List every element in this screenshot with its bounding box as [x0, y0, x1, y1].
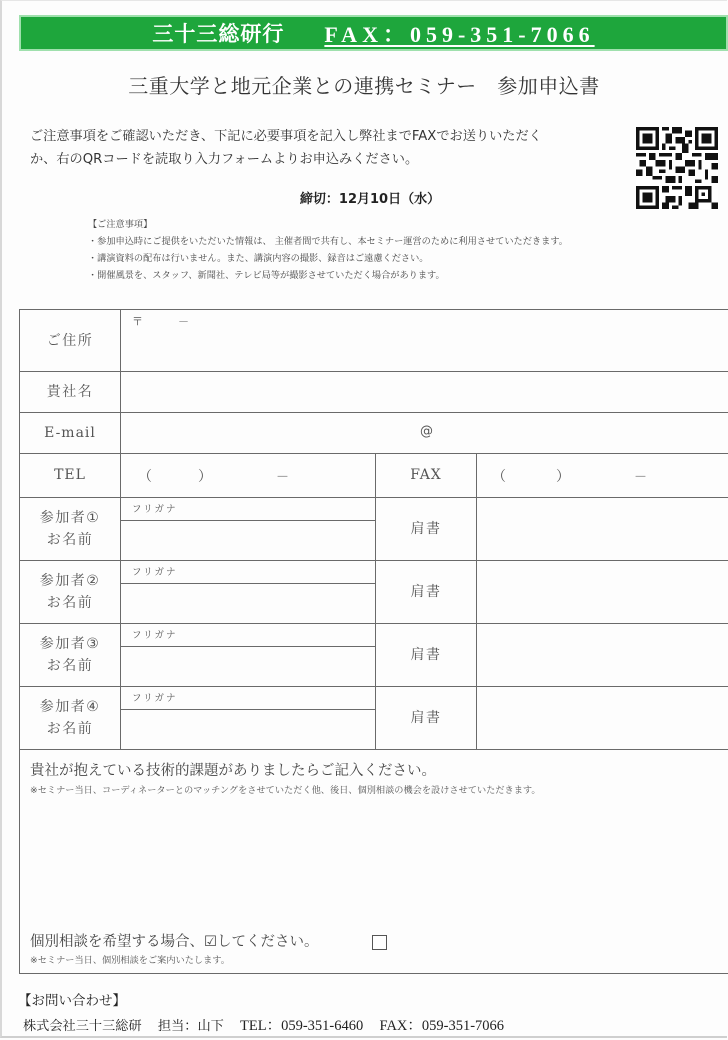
notes-section — [88, 216, 688, 284]
participant-2-furigana-input[interactable] — [121, 561, 375, 583]
name-label: お名前 — [46, 657, 94, 674]
fax-paren-open: （ — [492, 469, 506, 485]
participant-4-furigana-input[interactable] — [121, 687, 375, 709]
header-banner — [19, 15, 728, 51]
issues-note: ※セミナー当日、コーディネーターとのマッチングをさせていただく他、後日、個別相談の機会を設けさせていただきます。 — [30, 785, 541, 796]
row-divider — [20, 749, 728, 750]
intro-text — [30, 125, 625, 171]
notes-heading: 【ご注意事項】 — [88, 219, 153, 230]
address-input[interactable] — [121, 310, 728, 371]
participant-2-label — [20, 560, 120, 623]
tel-dash: － — [276, 470, 290, 485]
name-label: お名前 — [46, 594, 94, 611]
tel-label: TEL — [54, 467, 86, 483]
note-item: ・開催風景を、スタッフ、新聞社、テレビ局等が撮影させていただく場合があります。 — [88, 270, 445, 281]
job-title-label: 肩書 — [410, 646, 442, 663]
job-title-label: 肩書 — [410, 583, 442, 600]
fax-label: FAX — [410, 467, 442, 483]
fax-input[interactable] — [477, 454, 728, 497]
intro-line-2: か、右のQRコードを読取り入力フォームよりお申込みください。 — [30, 152, 419, 167]
consultation-note: ※セミナー当日、個別相談をご案内いたします。 — [30, 955, 230, 966]
participant-4-label — [20, 686, 120, 749]
participant-1-furigana-input[interactable] — [121, 498, 375, 520]
email-label: E-mail — [44, 424, 96, 441]
participant-3-label — [20, 623, 120, 686]
note-item: ・講演資料の配布は行いません。また、講演内容の撮影、録音はご遠慮ください。 — [88, 253, 429, 264]
contact-heading: 【お問い合わせ】 — [18, 993, 126, 1009]
fax-dash: － — [634, 470, 648, 485]
furigana-label: フリガナ — [132, 504, 178, 515]
banner-company: 三十三総研行 — [152, 22, 285, 46]
tel-paren-open: （ — [138, 469, 152, 485]
consultation-checkbox[interactable] — [372, 935, 387, 950]
consultation-label: 個別相談を希望する場合、☑してください。 — [30, 934, 319, 950]
participant-1-title-input[interactable] — [477, 498, 728, 560]
postal-dash: － — [178, 315, 189, 328]
contact-company: 株式会社三十三総研 — [23, 1019, 142, 1034]
participant-3-name-input[interactable] — [121, 647, 375, 686]
qr-code-icon[interactable] — [635, 127, 719, 209]
issues-heading: 貴社が抱えている技術的課題がありましたらご記入ください。 — [30, 763, 436, 779]
postal-mark: 〒 — [132, 315, 143, 328]
job-title-label: 肩書 — [410, 520, 442, 537]
job-title-label: 肩書 — [410, 709, 442, 726]
furigana-label: フリガナ — [132, 693, 178, 704]
participant-1-label — [20, 497, 120, 560]
participant-number: 参加者④ — [39, 698, 101, 715]
company-label: 貴社名 — [46, 383, 94, 400]
page-title: 三重大学と地元企業との連携セミナー 参加申込書 — [128, 74, 600, 98]
company-input[interactable] — [121, 372, 728, 412]
fax-paren-close: ） — [556, 469, 570, 485]
deadline: 締切：12月10日（水） — [299, 192, 441, 207]
participant-number: 参加者② — [39, 572, 101, 589]
contact-tel: TEL：059-351-6460 — [240, 1018, 364, 1034]
participant-2-name-input[interactable] — [121, 584, 375, 623]
contact-fax: FAX：059-351-7066 — [379, 1018, 505, 1034]
participant-3-title-input[interactable] — [477, 624, 728, 686]
participant-4-title-input[interactable] — [477, 687, 728, 749]
furigana-label: フリガナ — [132, 567, 178, 578]
participant-3-furigana-input[interactable] — [121, 624, 375, 646]
name-label: お名前 — [46, 531, 94, 548]
participant-number: 参加者① — [39, 509, 101, 526]
application-form — [19, 309, 728, 974]
furigana-label: フリガナ — [132, 630, 178, 641]
participant-number: 参加者③ — [39, 635, 101, 652]
address-label: ご住所 — [46, 332, 94, 349]
email-at-sign: @ — [420, 424, 433, 439]
intro-line-1: ご注意事項をご確認いただき、下記に必要事項を記入し弊社までFAXでお送りいただく — [30, 129, 542, 144]
contact-info — [23, 1014, 516, 1035]
tel-paren-close: ） — [198, 469, 212, 485]
contact-person: 担当：山下 — [157, 1019, 224, 1034]
participant-1-name-input[interactable] — [121, 521, 375, 560]
tel-input[interactable] — [121, 454, 375, 497]
participant-2-title-input[interactable] — [477, 561, 728, 623]
note-item: ・参加申込時にご提供をいただいた情報は、 主催者間で共有し、本セミナー運営のために利用させていただきます。 — [88, 236, 568, 247]
issues-textarea[interactable] — [26, 800, 726, 920]
banner-fax-number: FAX：059-351-7066 — [324, 21, 595, 47]
name-label: お名前 — [46, 720, 94, 737]
participant-4-name-input[interactable] — [121, 710, 375, 749]
